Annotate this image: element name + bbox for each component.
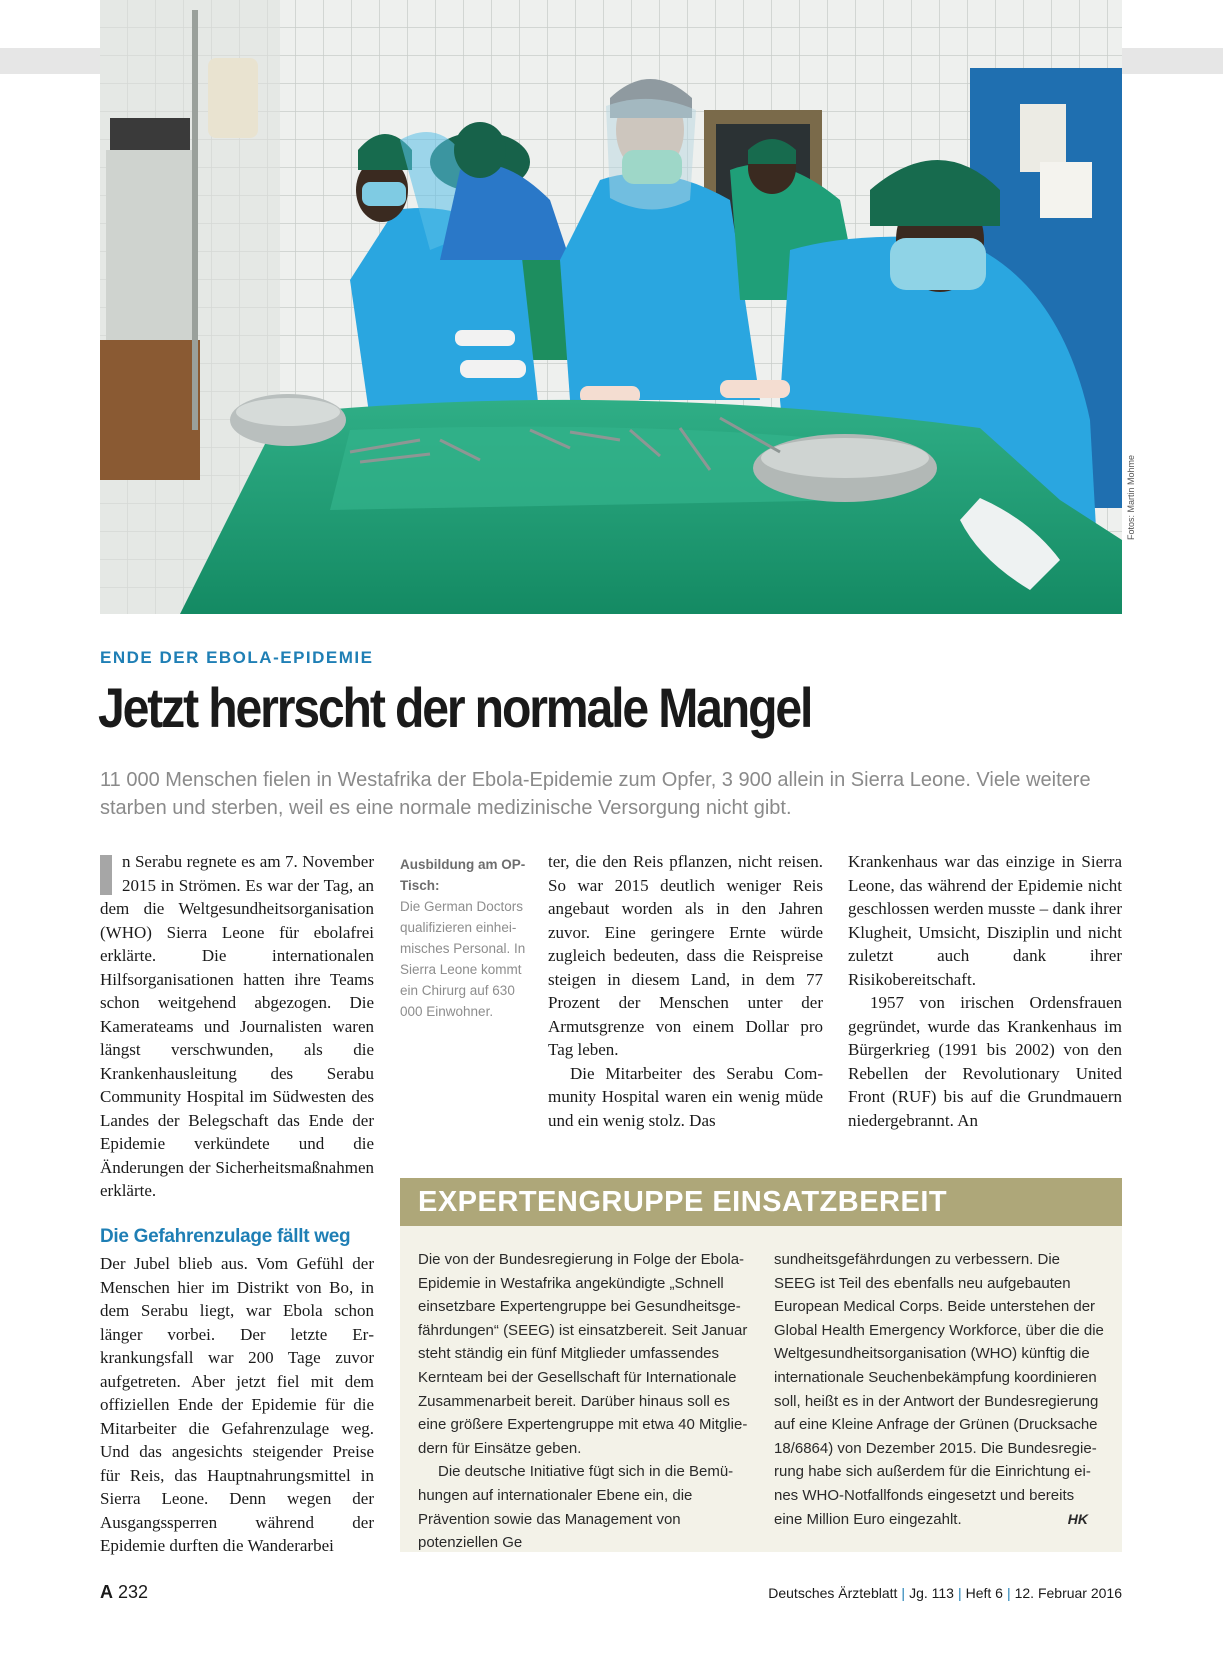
info-box-title: EXPERTENGRUPPE EINSATZBEREIT — [400, 1178, 1122, 1226]
photo-caption — [400, 854, 528, 1022]
article-paragraph: Die Mitarbeiter des Serabu Community Hospital waren ein wenig müde und ein wenig stolz. Das — [548, 1063, 823, 1130]
article-paragraph: Krankenhaus war das einzige in Sierra Leone, das während der Epidemie nicht geschlossen werden musste – dank ihrer Klugheit, Umsicht, Disziplin und nicht zuletzt auch dank ihrer Risikobereitschaft. — [848, 852, 1122, 989]
journal-date: 12. Februar 2016 — [1014, 1585, 1122, 1601]
caption-text: Die German Doctors qualifizieren einheimisches Personal. In Sierra Leone kommt ein Chirurg auf 630 000 Einwohner. — [400, 899, 526, 1019]
journal-name: Deutsches Ärzteblatt — [768, 1585, 898, 1601]
article-paragraph: ter, die den Reis pflanzen, nicht reisen. So war 2015 deutlich weniger Reis angebaut worden als in den Jahren zuvor. Eine geringere Ernte würde zugleich bedeuten, dass die Reispreise steigen in diesem Land, in dem 77 Prozent der Menschen unter der Armutsgrenze von einem Dollar pro Tag leben. — [548, 852, 823, 1059]
article-kicker: ENDE DER EBOLA-EPIDEMIE — [100, 648, 374, 667]
info-box-paragraph: Die von der Bundesregierung in Folge der Ebola-Epidemie in Westafrika angekündigte „Schnell einsetzbare Expertengruppe bei Gesundheitsgefährdungen“ (SEEG) ist einsatzbereit. Seit Januar steht ständig ein fünf Mitglieder umfassendes Kernteam bei der Gesellschaft für Internationale Zusammenarbeit bereit. Darüber hinaus soll es eine größere Expertengruppe mit etwa 40 Mitgliedern für Einsätze geben. — [418, 1251, 748, 1457]
info-box-paragraph: Die deutsche Initiative fügt sich in die Bemühungen auf internationaler Ebene ein, die Prävention sowie das Management von potenziellen Ge — [418, 1463, 734, 1552]
footer-separator: | — [1006, 1585, 1011, 1601]
info-box-text: sundheitsgefährdungen zu verbessern. Die SEEG ist Teil des ebenfalls neu aufgebauten European Medical Corps. Beide unterstehen der Global Health Emergency Workforce, über die die Weltgesundheitsorganisation (WHO) künftig die internationale Seuchenbekämpfung koordinieren soll, heißt es in der Antwort der Bundesregierung auf eine Kleine Anfrage der Grünen (Drucksache 18/6864) von Dezember 2015. Die Bundesregierung habe sich außerdem für die Einrichtung eines WHO-Notfallfonds eingesetzt und bereits eine Million Euro eingezahlt. — [774, 1251, 1104, 1528]
info-box — [400, 1178, 1122, 1552]
info-box-column-2 — [774, 1248, 1104, 1531]
article-headline: Jetzt herrscht der normale Mangel — [98, 676, 812, 739]
info-box-paragraph — [774, 1248, 1104, 1531]
article-column-4 — [848, 850, 1122, 1140]
page-number-value: 232 — [118, 1582, 149, 1602]
article-paragraph: Der Jubel blieb aus. Vom Gefühl der Menschen hier im Distrikt von Bo, in dem Serabu liegt, war Ebola schon länger vorbei. Der letzte Erkrankungsfall war 200 Tage zuvor aufgetreten. Aber jetzt fiel mit dem offiziellen Ende der Epidemie für die Mitarbeiter die Gefahrenzulage weg. Und das angesichts steigender Preise für Reis, das Hauptnahrungsmittel in Sierra Leone. Denn wegen der Ausgangssperren während der Epidemie durften die Wanderarbei — [100, 1254, 374, 1555]
article-subtitle: Die Gefahrenzulage fällt weg — [100, 1226, 351, 1247]
article-column-1-continued — [100, 1252, 374, 1558]
article-column-1 — [100, 850, 374, 1203]
article-paragraph: 1957 von irischen Ordensfrauen gegründet, wurde das Krankenhaus im Bürgerkrieg (1991 bis 2002) von den Rebellen der Revolutionary United Front (RUF) bis auf die Grundmauern niedergebrannt. An — [848, 993, 1122, 1130]
journal-issue: Heft 6 — [965, 1585, 1003, 1601]
info-box-column-1 — [418, 1248, 748, 1555]
journal-volume: Jg. 113 — [909, 1585, 954, 1601]
author-signature: HK — [1067, 1510, 1088, 1527]
photo-credit: Fotos: Martin Mohme — [1126, 454, 1136, 540]
caption-title: Ausbildung am OP-Tisch: — [400, 857, 526, 893]
dropcap — [100, 855, 112, 895]
page-number — [100, 1582, 148, 1603]
page-prefix: A — [100, 1582, 113, 1602]
operating-room-photo — [100, 0, 1122, 614]
article-paragraph: n Serabu regnete es am 7. November 2015 in Strömen. Es war der Tag, an dem die Weltgesundheitsorganisation (WHO) Sierra Leone für ebolafrei erklärte. Die internationalen Hilfsorganisationen hatten ihre Teams schon weitgehend abgezogen. Die Kamerateams und Journalisten waren längst verschwunden, als die Krankenhausleitung des Serabu Community Hospital im Südwesten des Landes der Belegschaft das Ende der Epidemie verkündete und die Änderungen der Sicherheitsmaßnahmen erklärte. — [100, 852, 374, 1200]
article-column-3 — [548, 850, 823, 1140]
footer-separator: | — [901, 1585, 906, 1601]
article-subhead: 11 000 Menschen fielen in Westafrika der Ebola-Epidemie zum Opfer, 3 900 allein in Sierra Leone. Viele weitere starben und sterben, weil es eine normale medizinische Versorgung nicht gibt. — [100, 769, 1091, 819]
footer-separator: | — [957, 1585, 962, 1601]
journal-footer — [768, 1585, 1122, 1601]
